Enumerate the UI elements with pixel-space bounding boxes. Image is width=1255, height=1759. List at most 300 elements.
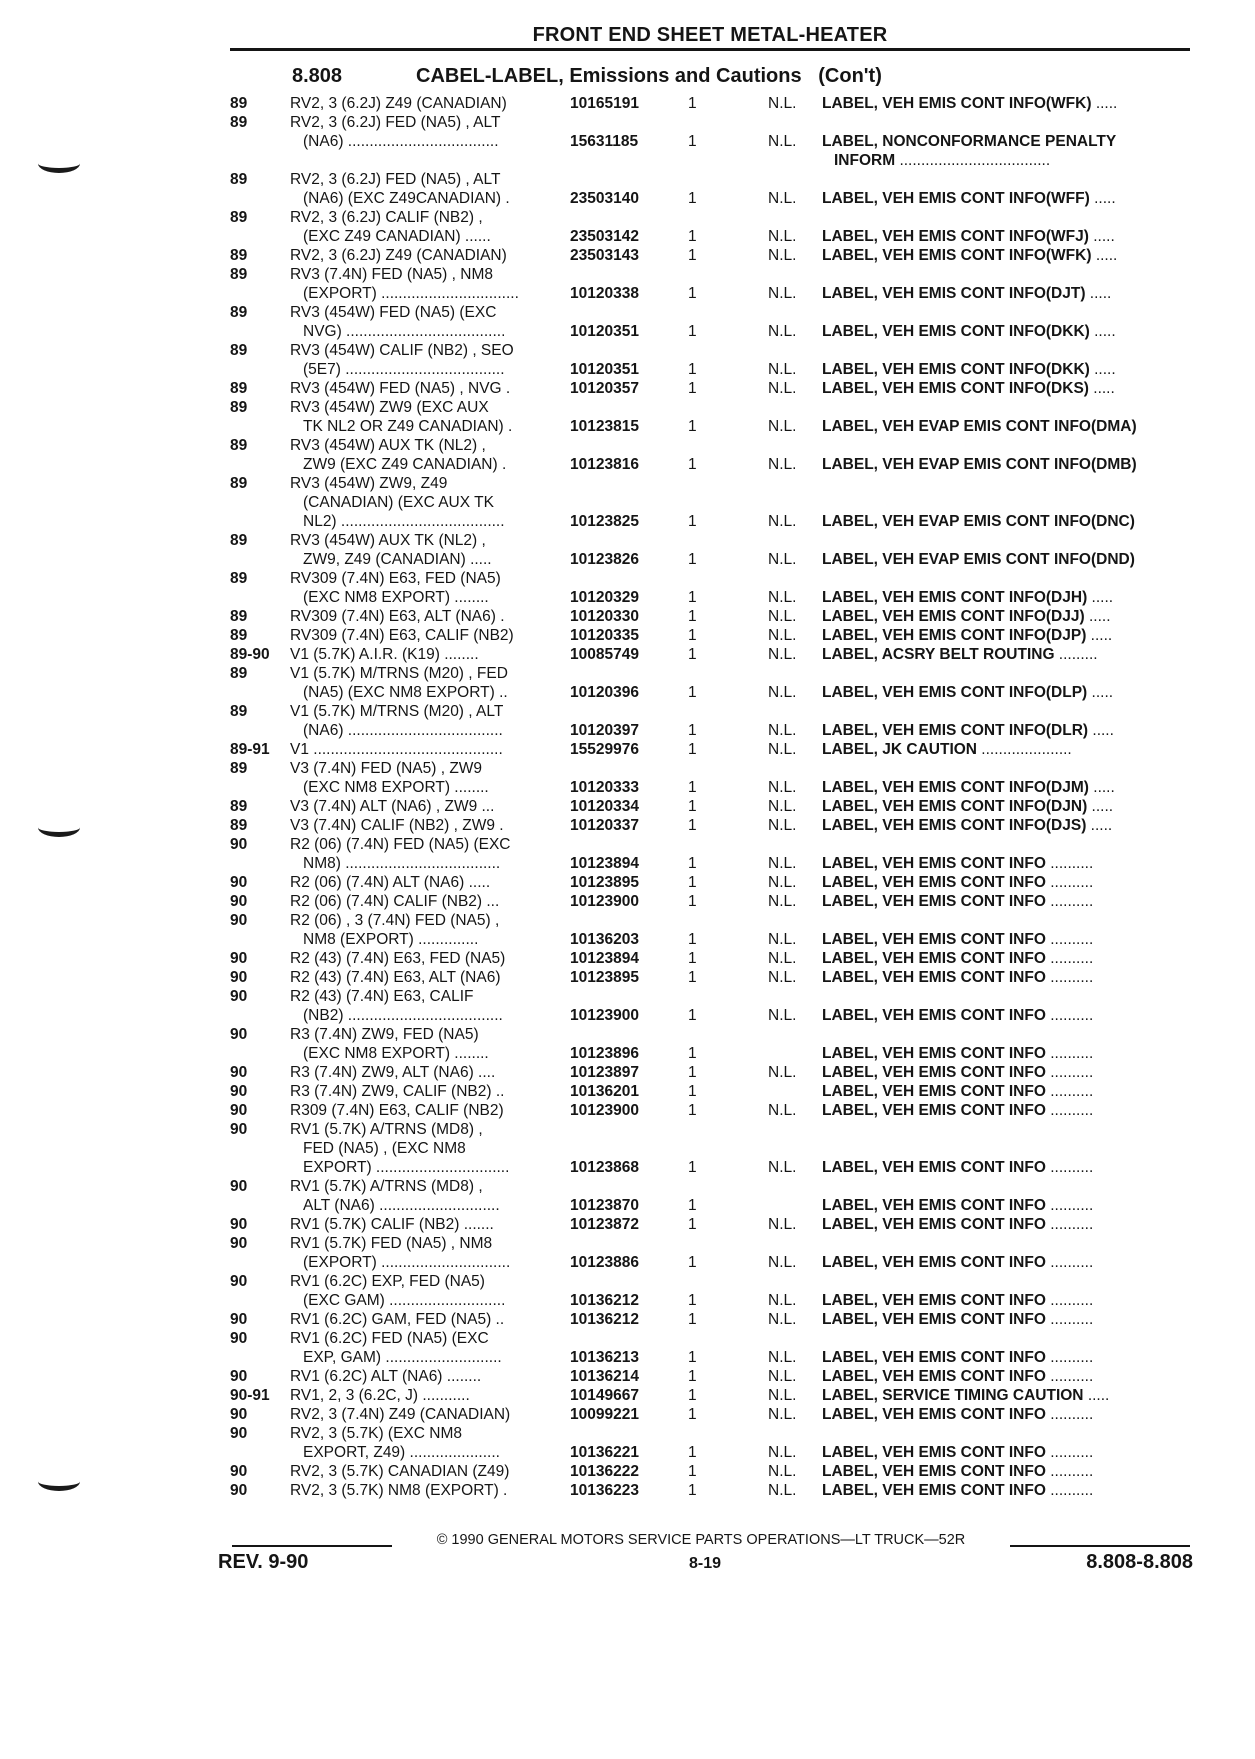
model-year: 89 bbox=[230, 475, 248, 492]
part-name bbox=[822, 94, 1192, 113]
usage-description: RV1 (6.2C) GAM, FED (NA5) .. bbox=[290, 1311, 505, 1328]
model-year: 89 bbox=[230, 171, 248, 188]
model-year: 89-91 bbox=[230, 741, 270, 758]
quantity: 1 bbox=[688, 361, 697, 378]
table-row bbox=[0, 569, 1255, 588]
model-year: 89 bbox=[230, 570, 248, 587]
not-listed-flag: N.L. bbox=[768, 1444, 797, 1461]
usage-description: R2 (06) (7.4N) CALIF (NB2) ... bbox=[290, 893, 500, 910]
part-name bbox=[822, 1063, 1192, 1082]
table-row bbox=[0, 303, 1255, 322]
footer-rule bbox=[232, 1545, 392, 1547]
table-row bbox=[0, 759, 1255, 778]
part-number: 10123900 bbox=[570, 1007, 639, 1024]
model-year: 89 bbox=[230, 437, 248, 454]
part-number: 15529976 bbox=[570, 741, 639, 758]
usage-description-continued: NVG) ..................................... bbox=[303, 323, 506, 340]
leader-dots: ..................... bbox=[977, 741, 1072, 758]
leader-dots: ..... bbox=[1086, 817, 1113, 834]
part-name-text: LABEL, VEH EMIS CONT INFO(DJH) bbox=[822, 589, 1088, 606]
part-name bbox=[822, 322, 1192, 341]
part-name-text: LABEL, VEH EMIS CONT INFO(DLR) bbox=[822, 722, 1089, 739]
not-listed-flag: N.L. bbox=[768, 285, 797, 302]
part-name-text: LABEL, VEH EMIS CONT INFO(DJN) bbox=[822, 798, 1088, 815]
leader-dots: ..... bbox=[1089, 190, 1116, 207]
usage-description: RV3 (454W) ZW9, Z49 bbox=[290, 475, 448, 492]
table-row bbox=[0, 1310, 1255, 1329]
part-name-text: LABEL, VEH EMIS CONT INFO(DJJ) bbox=[822, 608, 1085, 625]
usage-description-continued: (EXPORT) ................................ bbox=[303, 285, 519, 302]
part-number: 10123896 bbox=[570, 1045, 639, 1062]
table-row bbox=[0, 208, 1255, 227]
quantity: 1 bbox=[688, 1216, 697, 1233]
part-name bbox=[822, 1082, 1192, 1101]
quantity: 1 bbox=[688, 247, 697, 264]
not-listed-flag: N.L. bbox=[768, 1064, 797, 1081]
part-number: 10136203 bbox=[570, 931, 639, 948]
quantity: 1 bbox=[688, 551, 697, 568]
usage-description: RV3 (454W) FED (NA5) (EXC bbox=[290, 304, 497, 321]
not-listed-flag: N.L. bbox=[768, 1102, 797, 1119]
part-name-text: LABEL, JK CAUTION bbox=[822, 741, 977, 758]
part-name bbox=[822, 740, 1192, 759]
table-row bbox=[0, 436, 1255, 455]
model-year: 90 bbox=[230, 1463, 248, 1480]
section-title: CABEL-LABEL, Emissions and Cautions (Con't) bbox=[416, 65, 882, 87]
usage-description-continued: ZW9, Z49 (CANADIAN) ..... bbox=[303, 551, 492, 568]
table-row bbox=[0, 835, 1255, 854]
usage-description-continued: (EXC NM8 EXPORT) ........ bbox=[303, 779, 489, 796]
quantity: 1 bbox=[688, 874, 697, 891]
part-number: 10123816 bbox=[570, 456, 639, 473]
table-row bbox=[0, 360, 1255, 379]
usage-description: RV3 (454W) FED (NA5) , NVG . bbox=[290, 380, 511, 397]
leader-dots: ..... bbox=[1089, 323, 1116, 340]
table-row bbox=[0, 949, 1255, 968]
model-year: 89 bbox=[230, 665, 248, 682]
table-row bbox=[0, 721, 1255, 740]
part-name-text: LABEL, VEH EMIS CONT INFO(DJS) bbox=[822, 817, 1087, 834]
part-name-text: LABEL, VEH EMIS CONT INFO(WFK) bbox=[822, 95, 1092, 112]
table-row bbox=[0, 645, 1255, 664]
part-name: LABEL, VEH EVAP EMIS CONT INFO(DNC) bbox=[822, 513, 1135, 530]
part-name-text: LABEL, VEH EMIS CONT INFO(DJT) bbox=[822, 285, 1086, 302]
part-number: 10120396 bbox=[570, 684, 639, 701]
part-name bbox=[822, 1348, 1192, 1367]
not-listed-flag: N.L. bbox=[768, 779, 797, 796]
part-number: 10120334 bbox=[570, 798, 639, 815]
part-name-text: LABEL, VEH EMIS CONT INFO bbox=[822, 1216, 1046, 1233]
part-name bbox=[822, 1310, 1192, 1329]
copyright-notice: © 1990 GENERAL MOTORS SERVICE PARTS OPERATIONS—LT TRUCK—52R bbox=[436, 1532, 966, 1548]
part-name bbox=[822, 968, 1192, 987]
part-name-text: LABEL, VEH EMIS CONT INFO bbox=[822, 1007, 1046, 1024]
model-year: 90 bbox=[230, 874, 248, 891]
not-listed-flag: N.L. bbox=[768, 874, 797, 891]
part-number: 10120351 bbox=[570, 361, 639, 378]
table-row bbox=[0, 1196, 1255, 1215]
table-row bbox=[0, 1101, 1255, 1120]
not-listed-flag: N.L. bbox=[768, 798, 797, 815]
table-row bbox=[0, 341, 1255, 360]
usage-description: R2 (43) (7.4N) E63, ALT (NA6) bbox=[290, 969, 501, 986]
quantity: 1 bbox=[688, 1159, 697, 1176]
not-listed-flag: N.L. bbox=[768, 1216, 797, 1233]
quantity: 1 bbox=[688, 1444, 697, 1461]
table-row bbox=[0, 474, 1255, 493]
table-row bbox=[0, 968, 1255, 987]
part-number: 10136223 bbox=[570, 1482, 639, 1499]
quantity: 1 bbox=[688, 1406, 697, 1423]
model-year: 90 bbox=[230, 1482, 248, 1499]
model-year: 90-91 bbox=[230, 1387, 270, 1404]
not-listed-flag: N.L. bbox=[768, 608, 797, 625]
leader-dots: .......... bbox=[1045, 1083, 1094, 1100]
quantity: 1 bbox=[688, 589, 697, 606]
not-listed-flag: N.L. bbox=[768, 646, 797, 663]
leader-dots: .......... bbox=[1045, 1197, 1094, 1214]
leader-dots: .......... bbox=[1045, 1349, 1094, 1366]
not-listed-flag: N.L. bbox=[768, 969, 797, 986]
model-year: 89 bbox=[230, 114, 248, 131]
not-listed-flag: N.L. bbox=[768, 133, 797, 150]
table-row bbox=[0, 1405, 1255, 1424]
part-number: 10136212 bbox=[570, 1292, 639, 1309]
table-row bbox=[0, 455, 1255, 474]
part-name-text: LABEL, VEH EMIS CONT INFO bbox=[822, 874, 1046, 891]
quantity: 1 bbox=[688, 95, 697, 112]
table-row bbox=[0, 1234, 1255, 1253]
not-listed-flag: N.L. bbox=[768, 684, 797, 701]
quantity: 1 bbox=[688, 228, 697, 245]
model-year: 90 bbox=[230, 1425, 248, 1442]
table-row bbox=[0, 816, 1255, 835]
part-name bbox=[822, 607, 1192, 626]
model-year: 90 bbox=[230, 1216, 248, 1233]
table-row bbox=[0, 132, 1255, 151]
table-row bbox=[0, 151, 1255, 170]
table-row bbox=[0, 1424, 1255, 1443]
usage-description: RV309 (7.4N) E63, ALT (NA6) . bbox=[290, 608, 505, 625]
not-listed-flag: N.L. bbox=[768, 1007, 797, 1024]
part-number: 10123900 bbox=[570, 1102, 639, 1119]
table-row bbox=[0, 930, 1255, 949]
part-name-text: LABEL, VEH EMIS CONT INFO bbox=[822, 893, 1046, 910]
usage-description-continued: EXP, GAM) ........................... bbox=[303, 1349, 502, 1366]
usage-description: V1 ............................................ bbox=[290, 741, 503, 758]
part-number: 10136222 bbox=[570, 1463, 639, 1480]
leader-dots: ..... bbox=[1084, 608, 1111, 625]
model-year: 90 bbox=[230, 1406, 248, 1423]
not-listed-flag: N.L. bbox=[768, 323, 797, 340]
part-name: LABEL, VEH EVAP EMIS CONT INFO(DMB) bbox=[822, 456, 1137, 473]
part-name bbox=[822, 246, 1192, 265]
usage-description: R2 (43) (7.4N) E63, CALIF bbox=[290, 988, 474, 1005]
table-row bbox=[0, 607, 1255, 626]
model-year: 89 bbox=[230, 380, 248, 397]
table-row bbox=[0, 284, 1255, 303]
part-name-text: LABEL, NONCONFORMANCE PENALTY bbox=[822, 133, 1117, 150]
table-row bbox=[0, 873, 1255, 892]
usage-description: RV1 (5.7K) FED (NA5) , NM8 bbox=[290, 1235, 493, 1252]
quantity: 1 bbox=[688, 1482, 697, 1499]
part-name-text: LABEL, VEH EMIS CONT INFO bbox=[822, 1463, 1046, 1480]
usage-description: V1 (5.7K) M/TRNS (M20) , FED bbox=[290, 665, 508, 682]
table-row bbox=[0, 664, 1255, 683]
part-number: 10165191 bbox=[570, 95, 639, 112]
part-number: 10136201 bbox=[570, 1083, 639, 1100]
table-row bbox=[0, 1139, 1255, 1158]
part-number: 23503143 bbox=[570, 247, 639, 264]
usage-description: R2 (06) , 3 (7.4N) FED (NA5) , bbox=[290, 912, 500, 929]
quantity: 1 bbox=[688, 133, 697, 150]
part-name-text: LABEL, VEH EMIS CONT INFO(DKK) bbox=[822, 361, 1090, 378]
usage-description: RV2, 3 (5.7K) CANADIAN (Z49) bbox=[290, 1463, 510, 1480]
model-year: 89 bbox=[230, 399, 248, 416]
title-rule bbox=[230, 48, 1190, 51]
section-range: 8.808-8.808 bbox=[1086, 1551, 1193, 1573]
not-listed-flag: N.L. bbox=[768, 380, 797, 397]
usage-description: R3 (7.4N) ZW9, CALIF (NB2) .. bbox=[290, 1083, 505, 1100]
table-row bbox=[0, 1006, 1255, 1025]
part-name-text: LABEL, ACSRY BELT ROUTING bbox=[822, 646, 1055, 663]
quantity: 1 bbox=[688, 722, 697, 739]
part-name bbox=[822, 1405, 1192, 1424]
not-listed-flag: N.L. bbox=[768, 817, 797, 834]
leader-dots: .......... bbox=[1045, 1482, 1094, 1499]
not-listed-flag: N.L. bbox=[768, 589, 797, 606]
model-year: 90 bbox=[230, 1026, 248, 1043]
quantity: 1 bbox=[688, 608, 697, 625]
leader-dots: ..... bbox=[1089, 361, 1116, 378]
part-number: 10123868 bbox=[570, 1159, 639, 1176]
part-name-text: LABEL, VEH EMIS CONT INFO bbox=[822, 1083, 1046, 1100]
part-name-text: LABEL, VEH EMIS CONT INFO bbox=[822, 1292, 1046, 1309]
part-name bbox=[822, 683, 1192, 702]
part-name bbox=[822, 626, 1192, 645]
usage-description: RV3 (454W) ZW9 (EXC AUX bbox=[290, 399, 489, 416]
usage-description: RV3 (454W) AUX TK (NL2) , bbox=[290, 437, 486, 454]
part-name bbox=[822, 816, 1192, 835]
quantity: 1 bbox=[688, 684, 697, 701]
usage-description-continued: (NA6) ................................... bbox=[303, 133, 499, 150]
usage-description: R2 (06) (7.4N) ALT (NA6) ..... bbox=[290, 874, 491, 891]
quantity: 1 bbox=[688, 1045, 697, 1062]
not-listed-flag: N.L. bbox=[768, 931, 797, 948]
table-row bbox=[0, 379, 1255, 398]
leader-dots: ..... bbox=[1085, 285, 1112, 302]
part-number: 10123872 bbox=[570, 1216, 639, 1233]
part-number: 23503140 bbox=[570, 190, 639, 207]
part-number: 10120329 bbox=[570, 589, 639, 606]
parts-list bbox=[0, 94, 1255, 1500]
leader-dots: ..... bbox=[1087, 684, 1114, 701]
not-listed-flag: N.L. bbox=[768, 1292, 797, 1309]
usage-description-continued: (EXC GAM) ........................... bbox=[303, 1292, 506, 1309]
model-year: 89 bbox=[230, 760, 248, 777]
leader-dots: ..... bbox=[1088, 380, 1115, 397]
model-year: 90 bbox=[230, 1330, 248, 1347]
table-row bbox=[0, 1386, 1255, 1405]
leader-dots: .......... bbox=[1045, 931, 1094, 948]
leader-dots: ..... bbox=[1088, 722, 1114, 739]
usage-description: RV2, 3 (6.2J) CALIF (NB2) , bbox=[290, 209, 483, 226]
quantity: 1 bbox=[688, 418, 697, 435]
model-year: 90 bbox=[230, 912, 248, 929]
part-name bbox=[822, 1386, 1192, 1405]
usage-description-continued: EXPORT) ............................... bbox=[303, 1159, 510, 1176]
part-number: 10123895 bbox=[570, 969, 639, 986]
table-row bbox=[0, 113, 1255, 132]
table-row bbox=[0, 987, 1255, 1006]
table-row bbox=[0, 1329, 1255, 1348]
quantity: 1 bbox=[688, 1083, 697, 1100]
part-number: 10136214 bbox=[570, 1368, 639, 1385]
not-listed-flag: N.L. bbox=[768, 722, 797, 739]
part-name-text: LABEL, VEH EMIS CONT INFO bbox=[822, 1444, 1046, 1461]
table-row bbox=[0, 1120, 1255, 1139]
quantity: 1 bbox=[688, 817, 697, 834]
quantity: 1 bbox=[688, 456, 697, 473]
leader-dots: .......... bbox=[1045, 1064, 1094, 1081]
quantity: 1 bbox=[688, 513, 697, 530]
usage-description: R3 (7.4N) ZW9, ALT (NA6) .... bbox=[290, 1064, 496, 1081]
part-name-text: LABEL, VEH EMIS CONT INFO bbox=[822, 950, 1046, 967]
leader-dots: ..... bbox=[1088, 228, 1115, 245]
part-number: 10123825 bbox=[570, 513, 639, 530]
not-listed-flag: N.L. bbox=[768, 361, 797, 378]
table-row bbox=[0, 170, 1255, 189]
part-name-text: LABEL, VEH EMIS CONT INFO bbox=[822, 1254, 1046, 1271]
not-listed-flag: N.L. bbox=[768, 1406, 797, 1423]
not-listed-flag: N.L. bbox=[768, 190, 797, 207]
quantity: 1 bbox=[688, 627, 697, 644]
usage-description: RV1 (6.2C) ALT (NA6) ........ bbox=[290, 1368, 482, 1385]
usage-description-continued: (NA5) (EXC NM8 EXPORT) .. bbox=[303, 684, 508, 701]
part-number: 10123900 bbox=[570, 893, 639, 910]
quantity: 1 bbox=[688, 1368, 697, 1385]
table-row bbox=[0, 1272, 1255, 1291]
part-number: 10123826 bbox=[570, 551, 639, 568]
not-listed-flag: N.L. bbox=[768, 1387, 797, 1404]
page-number: 8-19 bbox=[688, 1555, 722, 1572]
table-row bbox=[0, 702, 1255, 721]
usage-description-continued: (NA6) (EXC Z49CANADIAN) . bbox=[303, 190, 510, 207]
part-number: 15631185 bbox=[570, 133, 639, 150]
quantity: 1 bbox=[688, 1197, 697, 1214]
part-name-text: LABEL, VEH EMIS CONT INFO(DKS) bbox=[822, 380, 1089, 397]
usage-description-continued: NM8) .................................... bbox=[303, 855, 501, 872]
quantity: 1 bbox=[688, 1311, 697, 1328]
usage-description-continued: FED (NA5) , (EXC NM8 bbox=[303, 1140, 466, 1157]
table-row bbox=[0, 1291, 1255, 1310]
part-name-text: LABEL, VEH EMIS CONT INFO bbox=[822, 1159, 1046, 1176]
model-year: 89 bbox=[230, 342, 248, 359]
usage-description: V1 (5.7K) A.I.R. (K19) ........ bbox=[290, 646, 479, 663]
page-title: FRONT END SHEET METAL-HEATER bbox=[532, 24, 888, 46]
model-year: 89 bbox=[230, 817, 248, 834]
not-listed-flag: N.L. bbox=[768, 247, 797, 264]
not-listed-flag: N.L. bbox=[768, 418, 797, 435]
part-name bbox=[822, 778, 1192, 797]
usage-description: V1 (5.7K) M/TRNS (M20) , ALT bbox=[290, 703, 504, 720]
part-name bbox=[822, 189, 1192, 208]
part-number: 10123894 bbox=[570, 950, 639, 967]
part-number: 10120333 bbox=[570, 779, 639, 796]
not-listed-flag: N.L. bbox=[768, 513, 797, 530]
part-name bbox=[822, 1101, 1192, 1120]
leader-dots: .......... bbox=[1045, 874, 1094, 891]
table-row bbox=[0, 683, 1255, 702]
table-row bbox=[0, 94, 1255, 113]
quantity: 1 bbox=[688, 1463, 697, 1480]
not-listed-flag: N.L. bbox=[768, 95, 797, 112]
usage-description: RV2, 3 (5.7K) NM8 (EXPORT) . bbox=[290, 1482, 508, 1499]
not-listed-flag: N.L. bbox=[768, 1311, 797, 1328]
not-listed-flag: N.L. bbox=[768, 893, 797, 910]
not-listed-flag: N.L. bbox=[768, 627, 797, 644]
part-name-text: LABEL, VEH EMIS CONT INFO(DJM) bbox=[822, 779, 1089, 796]
not-listed-flag: N.L. bbox=[768, 1159, 797, 1176]
part-name bbox=[822, 854, 1192, 873]
usage-description: R309 (7.4N) E63, CALIF (NB2) bbox=[290, 1102, 504, 1119]
part-name bbox=[822, 1215, 1192, 1234]
model-year: 90 bbox=[230, 836, 248, 853]
part-name bbox=[822, 721, 1192, 740]
part-number: 10123897 bbox=[570, 1064, 639, 1081]
table-row bbox=[0, 740, 1255, 759]
part-name bbox=[822, 1291, 1192, 1310]
quantity: 1 bbox=[688, 1254, 697, 1271]
part-number: 10123815 bbox=[570, 418, 639, 435]
part-name: LABEL, VEH EVAP EMIS CONT INFO(DMA) bbox=[822, 418, 1137, 435]
table-row bbox=[0, 1063, 1255, 1082]
quantity: 1 bbox=[688, 893, 697, 910]
usage-description: RV1 (6.2C) FED (NA5) (EXC bbox=[290, 1330, 489, 1347]
model-year: 89 bbox=[230, 266, 248, 283]
leader-dots: ..... bbox=[1088, 779, 1115, 796]
quantity: 1 bbox=[688, 1349, 697, 1366]
model-year: 90 bbox=[230, 950, 248, 967]
usage-description: V3 (7.4N) CALIF (NB2) , ZW9 . bbox=[290, 817, 504, 834]
table-row bbox=[0, 1367, 1255, 1386]
model-year: 89 bbox=[230, 95, 248, 112]
part-number: 10123870 bbox=[570, 1197, 639, 1214]
quantity: 1 bbox=[688, 285, 697, 302]
usage-description-continued: (EXC Z49 CANADIAN) ...... bbox=[303, 228, 491, 245]
quantity: 1 bbox=[688, 798, 697, 815]
table-row bbox=[0, 1348, 1255, 1367]
table-row bbox=[0, 512, 1255, 531]
usage-description-continued: (NA6) .................................... bbox=[303, 722, 503, 739]
leader-dots: ..... bbox=[1091, 247, 1118, 264]
model-year: 89 bbox=[230, 304, 248, 321]
part-number: 10120335 bbox=[570, 627, 639, 644]
usage-description-continued: (EXC NM8 EXPORT) ........ bbox=[303, 1045, 489, 1062]
part-name bbox=[822, 284, 1192, 303]
usage-description: RV1 (5.7K) A/TRNS (MD8) , bbox=[290, 1178, 483, 1195]
model-year: 89 bbox=[230, 608, 248, 625]
revision-label: REV. 9-90 bbox=[218, 1551, 309, 1573]
not-listed-flag: N.L. bbox=[768, 741, 797, 758]
table-row bbox=[0, 1462, 1255, 1481]
part-name bbox=[822, 949, 1192, 968]
model-year: 90 bbox=[230, 1273, 248, 1290]
model-year: 90 bbox=[230, 1064, 248, 1081]
model-year: 90 bbox=[230, 1311, 248, 1328]
leader-dots: .......... bbox=[1045, 1007, 1094, 1024]
not-listed-flag: N.L. bbox=[768, 551, 797, 568]
